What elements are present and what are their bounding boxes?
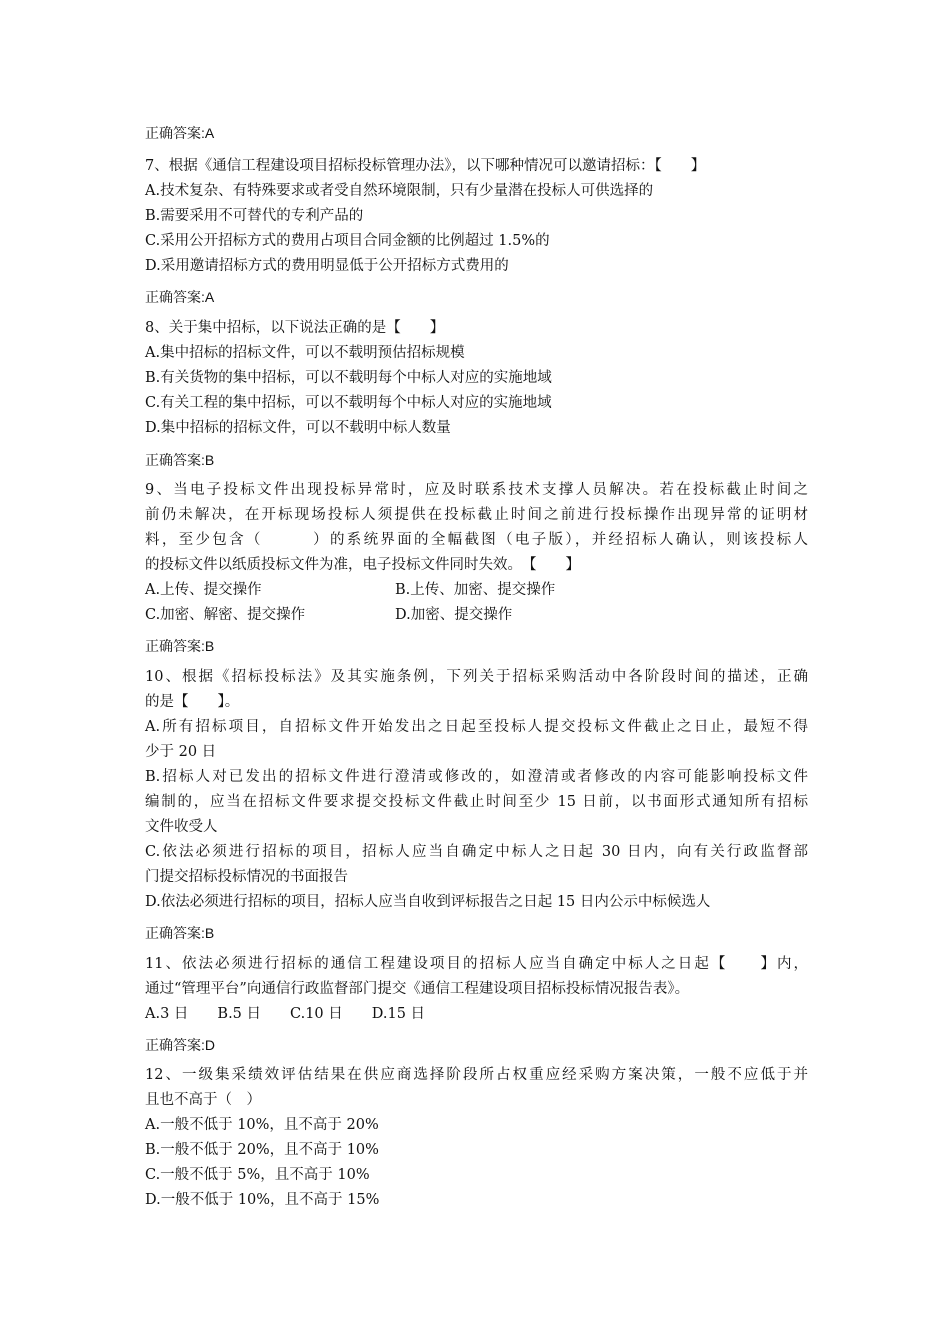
question-11-stem-line: 11、依法必须进行招标的通信工程建设项目的招标人应当自确定中标人之日起【 】内， bbox=[145, 956, 808, 972]
answer-line: 正确答案:B bbox=[145, 925, 215, 941]
question-10-option-line: B.招标人对已发出的招标文件进行澄清或修改的，如澄清或者修改的内容可能影响投标文件 bbox=[145, 769, 808, 785]
question-9-option-c: C.加密、解密、提交操作 bbox=[145, 607, 306, 623]
question-11-options: A.3 日 B.5 日 C.10 日 D.15 日 bbox=[145, 1006, 426, 1022]
question-9-option-a: A.上传、提交操作 bbox=[145, 582, 262, 598]
question-10-stem-line: 的是【 】。 bbox=[145, 694, 240, 710]
question-10-option-line: C.依法必须进行招标的项目，招标人应当自确定中标人之日起 30 日内，向有关行政监督部 bbox=[145, 844, 808, 860]
question-10-option-line: 少于 20 日 bbox=[145, 744, 217, 760]
question-12-option-d: D.一般不低于 10%，且不高于 15% bbox=[145, 1192, 380, 1208]
answer-line: 正确答案:A bbox=[145, 125, 215, 141]
question-9-stem-line: 料，至少包含（ ）的系统界面的全幅截图（电子版），并经招标人确认，则该投标人 bbox=[145, 532, 808, 548]
question-12-option-b: B.一般不低于 20%，且不高于 10% bbox=[145, 1142, 379, 1158]
question-7-option-d: D.采用邀请招标方式的费用明显低于公开招标方式费用的 bbox=[145, 258, 509, 274]
question-8-option-b: B.有关货物的集中招标，可以不载明每个中标人对应的实施地域 bbox=[145, 370, 552, 386]
answer-line: 正确答案:B bbox=[145, 452, 215, 468]
question-8-stem: 8、关于集中招标，以下说法正确的是【 】 bbox=[145, 320, 445, 336]
question-9-option-d: D.加密、提交操作 bbox=[395, 607, 513, 623]
question-11-stem-line: 通过“管理平台”向通信行政监督部门提交《通信工程建设项目招标投标情况报告表》。 bbox=[145, 981, 690, 997]
answer-line: 正确答案:D bbox=[145, 1037, 215, 1053]
question-10-option-line: A.所有招标项目，自招标文件开始发出之日起至投标人提交投标文件截止之日止，最短不得 bbox=[145, 719, 808, 735]
question-9-stem-line: 前仍未解决，在开标现场投标人须提供在投标截止时间之前进行投标操作出现异常的证明材 bbox=[145, 507, 808, 523]
question-12-option-a: A.一般不低于 10%，且不高于 20% bbox=[145, 1117, 379, 1133]
question-9-option-b: B.上传、加密、提交操作 bbox=[395, 582, 556, 598]
question-12-stem-line: 12、一级集采绩效评估结果在供应商选择阶段所占权重应经采购方案决策，一般不应低于并 bbox=[145, 1067, 808, 1083]
question-9-stem-line: 的投标文件以纸质投标文件为准，电子投标文件同时失效。 【 】 bbox=[145, 557, 580, 573]
question-12-stem-line: 且也不高于（ ） bbox=[145, 1092, 261, 1108]
question-12-option-c: C.一般不低于 5%，且不高于 10% bbox=[145, 1167, 370, 1183]
question-10-stem-line: 10、根据《招标投标法》及其实施条例，下列关于招标采购活动中各阶段时间的描述，正确 bbox=[145, 669, 808, 685]
question-10-option-line: 门提交招标投标情况的书面报告 bbox=[145, 869, 348, 885]
answer-line: 正确答案:B bbox=[145, 638, 215, 654]
question-7-option-a: A.技术复杂、有特殊要求或者受自然环境限制，只有少量潜在投标人可供选择的 bbox=[145, 183, 654, 199]
question-8-option-a: A.集中招标的招标文件，可以不载明预估招标规模 bbox=[145, 345, 465, 361]
question-10-option-line: 文件收受人 bbox=[145, 819, 218, 835]
question-10-option-line: D.依法必须进行招标的项目，招标人应当自收到评标报告之日起 15 日内公示中标候选人 bbox=[145, 894, 711, 910]
question-8-option-c: C.有关工程的集中招标，可以不载明每个中标人对应的实施地域 bbox=[145, 395, 552, 411]
question-10-option-line: 编制的，应当在招标文件要求提交投标文件截止时间至少 15 日前，以书面形式通知所有招标 bbox=[145, 794, 808, 810]
question-7-stem: 7、根据《通信工程建设项目招标投标管理办法》，以下哪种情况可以邀请招标：【 】 bbox=[145, 158, 706, 174]
question-8-option-d: D.集中招标的招标文件，可以不载明中标人数量 bbox=[145, 420, 451, 436]
question-7-option-c: C.采用公开招标方式的费用占项目合同金额的比例超过 1.5%的 bbox=[145, 233, 550, 249]
answer-line: 正确答案:A bbox=[145, 289, 215, 305]
question-9-stem-line: 9、当电子投标文件出现投标异常时，应及时联系技术支撑人员解决。若在投标截止时间之 bbox=[145, 482, 808, 498]
question-7-option-b: B.需要采用不可替代的专利产品的 bbox=[145, 208, 364, 224]
